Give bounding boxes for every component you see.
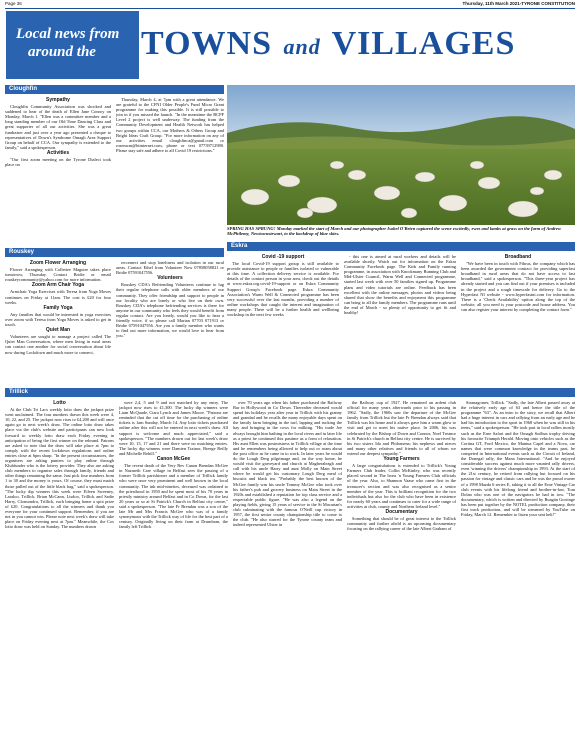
rouskey-text-1: Flower Arranging with Collettee Maguire takes place tomorrow, Thursday. Contact Bridie or email rouskeycommunity@yahoo.com for more information. (5, 267, 111, 283)
spring-lambs-photo (227, 85, 575, 225)
cloughfin-text-1b: "Our first zoom meeting on the Tyrone Dialect took place on (5, 157, 111, 168)
rouskey-heading-family-yoga: Family Yoga (43, 304, 73, 311)
trillick-text-5: Stranagomer, Trillick. "Sadly, the late Albert passed away at the relatively early age of 63 and hence the title of the programme "63". As an intro to the story, we recall that Albert had a huge interest in cars and rallying from an early age and he had his introduction to the sport in 1968 when he was still in his teens," said a spokesperson. "He took part in local rallies mostly such as the Erne Safari and the Omagh Sodbus trophy driving his favourite Triumph Herald. Moving onto vehicles such as the Cortina GT, Ford Mexico, the Mantua Capel and a Nova, car names that were common knowledge in the teams part, he competed in International events such as the Circuit of Ireland, the Donegal rally, the Manx International. "And he enjoyed considerable success against much more vaunted rally drivers, even 'winning the drivers' championship in 1993. At the start of the 21st century, he retired from rallying but focused on his passion for vintage and classic cars and he was the proud owner of a 1998 Mazda 6 series E, taking it to all the Erne Vintage Car club events with his lifelong friend and brother-in-law, Tom Dolan who was one of the navigators he had in tow. "The documentary, which is written and directed by Ruagán Gorringe has been put together by the NOTEL production company, their first track production, and will be streamed by YouTube on Friday, March 12. Remember to listen your seat belt!" (461, 400, 575, 518)
trillick-col2 (119, 400, 228, 733)
cloughfin-text-1: Cloughfin Community Association was shocked and saddened to hear of the death of Ellen Jane Conroy on Monday, March 1. "Ellen was a committee member and a long standing member of our Old Time Dancing Class and great supporter of all our activities. She was a great fundraiser and just over a year ago presented a cheque to representatives of Down's Syndrome Omagh Area Support Group on behalf of CCA. Our sympathy is extended to the family," said a spokesperson. (5, 104, 111, 150)
photo-caption: SPRING HAS SPRUNG! Monday marked the start of March and our photographer Isobel O'Brien captured the scene excitedly, ewes and lambs at grass on the farm of Andrew McPhilemy, Newtownstewart, to the backdrop of blue skies. (227, 226, 562, 237)
rouskey-text-1c: Any families that would be interested in yoga exercises over zoom with Teresa from Yoga Moves is asked to get in touch. (5, 311, 111, 328)
page-number: Page 36 (5, 1, 22, 6)
banner-line1: Local news from (16, 26, 120, 42)
banner-tagline-box (6, 11, 139, 79)
rouskey-col1 (5, 260, 111, 382)
eskra-col3 (461, 254, 575, 382)
rouskey-text-2b: Rouskey CDA's Befriending Volunteers continue to lug their regular telephone calls with older members of our community. They offer friendship and support to people in our locality who are lonely or who live on their own. Rouskey CDA's telephone befriending services is there for anyone in our community who feels they would benefit from regular contact. Are you lonely, would you like to hear a friendly voice, if so please call Marian 07703 071913 or Bridie 07591047556. Are you a family member who wants to find out more information, we would love to hear from you." (116, 282, 224, 339)
section-header-cloughfin: Cloughfin (5, 85, 224, 94)
rouskey-text-2: reconnect and stop loneliness and isolation in our rural areas. Contact Ethel from Volunteer Now 07858058821 or Bridie 07591047556. (116, 260, 224, 276)
cloughfin-text-2: Thursday, March 4, at 7pm with a great attendance. We are grateful to the CFNI Older People's Fund Micro Grant programme for making this possible. It is still possible to join in if you missed the launch. "In the meantime the BCPF Level 2 project is well underway. The funding from the Community Development and Health Network has helped two groups within CCA, our Mothers & Others Group and Bright Ideas Craft Group. "For more information on any of our activities email cloughfinca@gmail.com or rosemcm@btinternet.com, phone or text 07739712980. Please stay safe and adhere to all Covid 19 restrictions." (116, 97, 224, 153)
rouskey-heading-yoga: Zoom Arm Chair Yoga (31, 282, 85, 289)
edition-date: Thursday, 11th March 2021-TYRONE CONSTITUTION (462, 1, 575, 6)
trillick-text-4b: A large congratulations is extended to Trillick's Young Farmers Club leader, Collin McKinley, who was recently placed second in The Irons 'n Young Farmers Club officials of the year. Also, to Shannon Vaase who came first in the treasurer's section and was also recognised as a senior member of the year. This is brilliant recognition for the two individuals but also for the club who have been in existence for nearly 60 years and continues to cater for a wide range of activities at club, county and Northern Ireland level." (347, 463, 456, 509)
trillick-text-3: over 70 years ago when his father purchased the Railway Bar in Hollywood in Co Down. Thereafter deceased would spend his holidays year after year in Trillick with his granny and grandad and he recalls the many enjoyable days spent on the family farm bringing in the turf, lapping and rucking the hay and bringing in the cows for milking. "His trade Joe always brought him bathing in the local rivers and in later life as a priest he continued this pastime as a form of relaxation. His aunt Ellen was postmistress in Trillick village at the time and he remembers being allowed to help out or roam about the post office as he came in to work. In later years he would do the Lough Derg pilgrimage and, on the way home, he would visit the graveyard and church at Magheraleagh and call with his uncle Harry and aunt Molly on Main Street where he would get his customary Lough Derg meal of biscuits and black tea. "Probably the best known of the McGee family was his uncle Tommy McGee who took over his father's pub and grocery business on Main Street in the 1920s and established a reputation for top class service and a respectable public figure. "He was also a legend on the playing fields, giving 15 years of service to the St Macartan's club culminating with the famous O'Neill cup victory in 1957, the first senior county championship title to come to the club. "He also starred for the Tyrone county team and indeed represented Ulster in (233, 400, 342, 528)
section-header-eskra: Eskra (227, 242, 575, 251)
trillick-col3 (233, 400, 342, 733)
cloughfin-col2 (116, 97, 224, 243)
eskra-heading-broadband: Broadband (504, 254, 532, 260)
trillick-text-2b: The recent death of the Very Rev Canon Brendan McGee in Nazareth Care village in Belfast sees the passing of a former Trillick parishioner and a member of Trillick family who were once very prominent and well known in the local community. The ink mid-nineties, deceased was ordained to the priesthood in 1950 and he spent most of his 70 years in priestly ministry around Belfast and in Co Down, for the last 20 years or so at St Patrick's Church in Belfast city centre," said a spokesperson. "The late Fr Brendan was a son of the late Mr and Mrs Francis McGee who was of a family synonymous with the Trillick way of life for the best part of a century. Originally living on their farm at Drumbran, the family left Trillick (119, 463, 228, 530)
trillick-heading-young-farmers: Young Farmers (383, 456, 420, 463)
eskra-text-2: - this one is aimed at rural workers and details will be available shortly. Watch out for information on the Eskra Community Facebook page. The Kids and Family running programme, in association with Knockmany Running Club and Mid-Ulster Council, Warm Well and Connected programme, started last week with over 50 families signed up. Programme plans and video tutorials are online. Feedback has been excellent with the online messages, photos and videos being shared that show the benefits and enjoyment this programme can bring to all the family members. The programme runs until the end of March - so plenty of opportunity to get fit and healthy! (344, 254, 456, 316)
eskra-text-1: The local Covid-19 support group is still available to provide assistance to people or families isolated or vulnerable at this time. A collection delivery service is available. For details of the contact person in your area, check out the details at www.eskra.org.covid-19-support or on Eskra Community Support Group's Facebook page. Eskra Community Association's Warm Well & Connected programme has been very successful over the last months, providing a number of online workshops that caught the interest and imagination of many people. There will be a further health and wellbeing workshop in the next few weeks (227, 261, 339, 318)
trillick-col1 (5, 400, 114, 733)
rouskey-text-1d: Volunteers are sought to manage a project called The Quiet Man Conversation, where men living in rural areas can contact one another for social conversation about life now during Lockdown and much more to connect, (5, 334, 111, 355)
eskra-heading-covid: Covid -19 support (261, 254, 305, 260)
trillick-text-4c: Something that should be of great interest to the Trillick community and further afield is an upcoming documentary focusing on the rallying career of the late Albert Graham of (347, 516, 456, 532)
trillick-col5 (461, 400, 575, 733)
photo-illustration (227, 85, 575, 225)
cloughfin-heading-activities: Activities (46, 149, 70, 156)
rouskey-heading-quiet-man: Quiet Man (45, 327, 71, 334)
banner-title-villages: VILLAGES (331, 25, 516, 62)
rouskey-heading-flower: Zoom Flower Arranging (29, 260, 87, 266)
rouskey-col2 (116, 260, 224, 382)
eskra-col1 (227, 254, 339, 382)
banner-line2: around the (28, 44, 96, 60)
trillick-heading-documentary: Documentary (385, 508, 418, 515)
trillick-heading-canon: Canon McGee (156, 456, 191, 463)
trillick-text-2: were 2,4, 5 and 9 and not matched by any entry. The jackpot now rises to £1,300. The lucky dip winners were Liam McQuade, Ciara Lynch and James Moore. "Patrons are reminded that the cut off time for the purchasing of online tickets is 1am Sunday, March 14. Any lotto tickets purchased online after this will not be entered in next week's draw. All support is welcome and much appreciated," said a spokesperson. "The numbers drawn out for last week's draw were 10, 15, 17 and 21 and there were no matching entries. The lucky dip winners were Damien Trainor, Breege Reilly and Michelle Rehill." (119, 400, 228, 456)
section-header-rouskey: Rouskey (5, 248, 224, 257)
banner-title (141, 9, 577, 79)
banner-title-towns: TOWNS (141, 25, 272, 62)
rouskey-text-1b: Armchair Yoga Exercises with Teresa from Yoga Moves continues on Friday at 11am. The cost is £20 for four weeks. (5, 289, 111, 305)
cloughfin-heading-sympathy: Sympathy (46, 97, 70, 103)
trillick-text-1: At the Club Tri Lacs weekly lotto draw the jackpot prize went unclaimed. The four numbers drawn this week were 4, 10, 22, and 25. The jackpot now rises to £4,200 and will once again go to next week's draw. The online lotto draw takes place via the club's website and participants can now look forward to weekly lotto draw each Friday evening in anticipation of being the first winner on the rebrand. Patrons are asked to note that the draw will take place at 7pm to comply with the recent lockdown regulations and online entries close at 6pm sharp. "In the present circumstances, the organisers are asking punters to play online through Klubfunder who is the lottery provider. They also are asking club members to organise sales through family, friends and other things remaining the same. Just pick four numbers from 1 to 30 and the money is yours. Of course, they must match those pulled out of the little black bag," said a spokesperson. "The lucky dip winners this week were Eileen Sweeney, Laraloo, Trillick, Brian McCann, Lisdoo, Trillick and Sadie Harry, Clonsondra, Trillick, each bringing home a spot prize of £20. Congratulations to all the winners and thank you everyone for your continued support. Remember, if you are not in you cannot win. Please note next week's draw will take place on Friday evening next at 7pm." Meanwhile, the Cos lotto draw was held on Sunday. The numbers drawn (5, 407, 114, 530)
trillick-heading-lotto: Lotto (53, 400, 66, 406)
banner-title-and: and (283, 34, 321, 59)
masthead (0, 0, 580, 8)
section-header-trillick: Trillick (5, 388, 575, 397)
eskra-col2 (344, 254, 456, 382)
eskra-text-3: "We have been in touch with Fibrus, the company which has been awarded the government contract for providing superfast broadband in rural areas that do not have access to fast broadband," said a spokesperson. "This three-year project has already started and you can find out if your premises is included in the project and a rough timescale for delivery. Go to the Hyperfast NI website - www.hyperfastni.com for information. There is a 'Check Availability' option along the top of the website, all you need is your postcode and house address. You can also register your interest by completing the contact form." (461, 261, 575, 312)
rouskey-heading-volunteers: Volunteers (157, 275, 183, 282)
cloughfin-col1 (5, 97, 111, 243)
trillick-text-4: the Railway cup of 1927. He remained an ardent club official for many years afterwards prior to his passing in 1962. "Sadly, the 1960s saw the departure of the McGee family from Trillick but the late Fr Brendan always said that Trillick was his home and it always gave him a warm glow to visit and get to meet his native place. In 2006, his was celebrated by the Bishop of Down and Connor, Noel Treanor in St Patrick's church in Belfast city centre. He is survived by his two sisters Ida and Philomena; his nephews and nieces and many other relatives and friends to all of whom we extend our deepest sympathy." (347, 400, 456, 456)
trillick-col4 (347, 400, 456, 733)
